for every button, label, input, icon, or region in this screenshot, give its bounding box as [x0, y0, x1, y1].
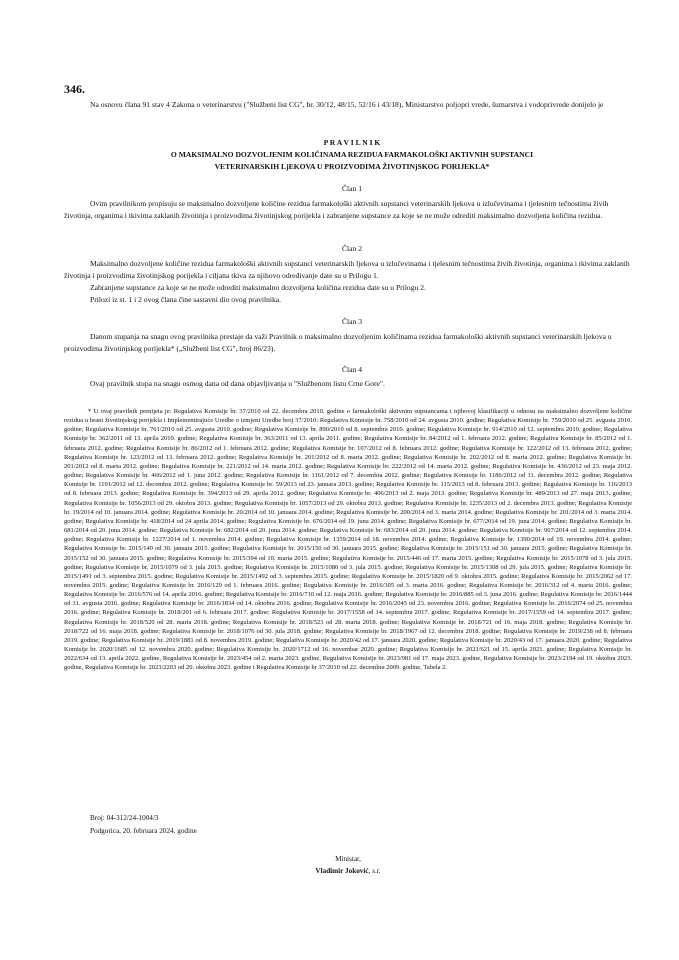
- document-reference-number: Broj: 04-312/24-1004/3: [90, 814, 159, 822]
- document-number: 346.: [64, 82, 85, 96]
- intro-paragraph: Na osnovu člana 91 stav 4 Zakona o veterinarstvu ("Službeni list CG", br. 30/12, 48/15, 52/16 i 43/18), Ministarstvo poljopri vrede, šumarstva i vodoprivrede donijelo je: [90, 100, 604, 109]
- signature-role: Ministar,: [335, 855, 361, 863]
- title-line-1: P R A V I L N I K: [323, 138, 381, 147]
- article-2-heading: Član 2: [341, 244, 363, 253]
- article-2-paragraph-3: Prilozi iz st. 1 i 2 ovog člana čine sastavni dio ovog pravilnika.: [90, 295, 282, 304]
- article-4-heading: Član 4: [341, 365, 363, 374]
- signatory-name: Vladimir Joković: [315, 867, 369, 875]
- article-4-text: Ovaj pravilnik stupa na snagu osmog dana od dana objavljivanja u "Službenom listu Crne Gore".: [90, 379, 385, 388]
- article-2-paragraph-2: Zabranjene supstance za koje se ne može odrediti maksimalno dozvoljena količina rezidua date su u Prilogu 2.: [90, 283, 426, 292]
- article-1-text: Ovim pravilnikom propisuju se maksimalno dozvoljene količine rezidua farmakološki aktivnih supstanci veterinarskih ljekova u izlučevinama i tjelesnim tečnostima živih životinja, organima i tkivima zaklanih životinja i proizvodima životinjskog porijekla i zabranjene supstance za koje se ne može odrediti maksimalno dozvoljena količina rezidua.: [64, 199, 609, 220]
- article-1-heading: Član 1: [341, 184, 363, 193]
- article-3-text: Danom stupanja na snagu ovog pravilnika prestaje da važi Pravilnik o maksimalno dozvoljenim količinama rezidua farmakološki aktivnih supstanci veterinarskih ljekova u proizvodima životinjskog porijekla* („Službeni list CG", broj 86/23).: [64, 332, 612, 353]
- footnote: * U ovaj pravilnik prenijeta je: Regulativa Komisije br. 37/2010 od 22. decembra 2010. godine o farmakološki aktivnim supstancama i njihovoj klasifikaciji u odnosu na maksimalno dozvoljene količine rezidua u hrani životinjskog porijekla i Implementirajuće Uredbe o izmjeni Uredbe broj 37/2010: Regulativa Komisije br. 758/2010 od 24. avgusta 2010. godine; Regulativa Komisije br. 759/2010 od 25. avgusta 2010. godine; Regulativa Komisije br. 761/2010 od 25. avgusta 2010. godine; Regulativa Komisije br. 890/2010 od 8. septembra 2010. godine; Regulativa Komisije br. 914/2010 od 12. septembra 2010. godine; Regulativa Komisije br. 362/2011 od 13. aprila 2010. godine; Regulativa Komisije br. 363/2011 od 13. aprila 2011. godine; Regulativa Komisije br. 84/2012 od 1. februara 2012. godine; Regulativa Komisije br. 85/2012 od 1. februara 2012. godine; Regulativa Komisije br. 86/2012 od 1. februara 2012. godine; Regulativa Komisije br. 107/2012 od 8. februara 2012. godine; Regulativa Komisije br. 122/2012 od 13. februara 2012. godine; Regulativa Komisije br. 123/2012 od 13. februara 2012. godine; Regulativa Komisije br. 201/2012 od 8. marta 2012. godine; Regulativa Komisije br. 202/2012 od 8. marta 2012. godine; Regulativa Komisije br. 201/2012 od 8. marta 2012. godine; Regulativa Komisije br. 221/2012 od 14. marta 2012. godine; Regulativa Komisije br. 222/2012 od 14. marta 2012. godine; Regulativa Komisije br. 436/2012 od 23. maja 2012. godine; Regulativa Komisije br. 466/2012 od 1. juna 2012. godine; Regulativa Komisije br. 1161/2012 od 7. decembra 2012. godine; Regulativa Komisije br. 1186/2012 od 11. decembra 2012. godine; Regulativa Komisije br. 1191/2012 od 12. decembra 2012. godine; Regulativa Komisije br. 59/2013 od 23. januara 2013. godine; Regulativa Komisije br. 115/2013 od 8. februara 2013. godine; Regulativa Komisije br. 116/2013 od 8. februara 2013. godine; Regulativa Komisije br. 394/2013 od 29. aprila 2012. godine; Regulativa Komisije br. 406/2013 od 2. maja 2013. godine; Regulativa Komisije br. 489/2013 od 27. maja 2013. godine; Regulativa Komisije br. 1056/2013 od 29. oktobra 2013. godine; Regulativa Komisije br. 1057/2013 od 29. oktobra 2013. godine; Regulativa Komisije br. 1235/2013 od 2. decembra 2013. godine; Regulativa Komisije br. 19/2014 od 10. januara 2014. godine; Regulativa Komisije br. 20/2014 od 10. januara 2014. godine; Regulativa Komisije br. 200/2014 od 3. marta 2014. godine; Regulativa Komisije br. 201/2014 od 3. marta 2014. godine; Regulativa Komisije br. 418/2014 od 24 aprila 2014. godine; Regulativa Komisije br. 676/2014 od 19. juna 2014. godine; Regulativa Komisije br. 677/2014 od 19. juna 2014. godine; Regulativa Komisije br. 681/2014 od 20. juna 2014. godine; Regulativa Komisije br. 682/2014 od 20. juna 2014. godine; Regulativa Komisije br. 683/2014 od 20. juna 2014. godine; Regulativa Komisije br. 967/2014 od 12. septembra 2014. godine; Regulativa Komisije br. 1227/2014 od 1. novembra 2014. godine; Regulativa Komisije br. 1359/2014 od 18. novembra 2014. godine; Regulativa Komisije br. 1390/2014 od 19. novembra 2014. godine; Regulativa Komisije br. 2015/149 od 30. januara 2015. godine; Regulativa Komisije br. 2015/150 od 30. januara 2015. godine; Regulativa Komisije br. 2015/151 od 30. januara 2015. godine; Regulativa Komisije br. 2015/152 od 30. januara 2015. godine; Regulativa Komisije br. 2015/394 od 10. marta 2015. godine; Regulativa Komisije br. 2015/446 od 17. marta 2015. godine; Regulativa Komisije br. 2015/1078 od 3. jula 2015. godine; Regulativa Komisije br. 2015/1079 od 3. jula 2015. godine; Regulativa Komisije br. 2015/1080 od 3. jula 2015. godine; Regulativa Komisije br. 2015/1308 od 29. jula 2015. godine; Regulativa Komisije br. 2015/1491 od 3. septembra 2015. godine; Regulativa Komisije br. 2015/1492 od 3. septembra 2015. godine; Regulativa Komisije br. 2015/1820 od 9. oktobra 2015. godine; Regulativa Komisije br. 2015/2062 od 17. novembra 2015. godine; Regulativa Komisije br. 2016/129 od 1. februara 2016. godine; Regulativa Komisije br. 2016/305 od 3. marta 2016. godine; Regulativa Komisije br. 2016/312 od 4. marta 2016. godine; Regulativa Komisije br. 2016/576 od 14. aprila 2016. godine; Regulativa Komisije br. 2016/710 od 12. maja 2016. godine; Regulativa Komisije br. 2016/885 od 3. juna 2016. godine; Regulativa Komisije br. 2016/1444 od 31. avgusta 2016. godine; Regulativa Komisije br. 2016/1834 od 14. oktobra 2016. godine; Regulativa Komisije br. 2016/2045 od 23. novembra 2016. godine; Regulativa Komisije br. 2016/2074 od 25. novembra 2016. godine; Regulativa Komisije br. 2018/201 od 6. februara 2017. godine; Regulativa Komisije br. 2017/1558 od 14. septembra 2017. godine; Regulativa Komisije br. 2017/1559 od 14. septembra 2017. godine; Regulativa Komisije br. 2018/520 od 28. marta 2018. godine; Regulativa Komisije br. 2018/523 od 28. marta 2018. godine; Regulativa Komisije br. 2018/721 od 16. maja 2018. godine; Regulativa Komisije br. 2018/722 od 16. maja 2018. godine; Regulativa Komisije br. 2018/1076 od 30. jula 2018. godine; Regulativa Komisije br. 2018/1967 od 12. decembra 2018. godine; Regulativa Komisije br. 2019/238 od 8. februara 2019. godine; Regulativa Komisije br. 2019/1881 od 8. novembra 2019. godine; Regulativa Komisije br. 2020/42 od 17. januara 2020. godine; Regulativa Komisije br. 2020/43 od 17. januara 2020. godine; Regulativa Komisije br. 2020/1685 od 12. novembra 2020. godine; Regulativa Komisije br. 2020/1712 od 16. novembar 2020. godine; Regulativa Komisije br. 2021/621 od 15. aprila 2021. godine; Regulativa Komisije br. 2022/634 od 13. aprila 2022. godine, Regulativa Komisije br. 2023/454 od 2. marta 2023. godine, Regulativa Komisije br. 2023/981 od 17. maja 2023. godine, Regulativa Komisije br. 2023/2194 od 19. oktobra 2023. godine, Regulativa Komisije br. 2023/2203 od 20. oktobra 2023. godine i Regulativa Komisije br 37/2010 od 22. decembra 2009. godine, Tabela 2.: [64, 408, 632, 672]
- signature-suffix: , s.r.: [368, 867, 381, 875]
- title-line-2: O MAKSIMALNO DOZVOLJENIM KOLIČINAMA REZIDUA FARMAKOLOŠKI AKTIVNIH SUPSTANCI: [170, 149, 534, 159]
- article-2-paragraph-1: Maksimalno dozvoljene količine rezidua farmakološki aktivnih supstanci veterinarskih ljekova u izlučevinama i tjelesnim tečnostima živih životinja, organima i tkivima zaklanih životinja i proizvodima životinjskog porijekla i ciljana tkiva za njihovo određivanje date su u Prilogu 1.: [64, 259, 630, 280]
- document-title: [64, 137, 640, 172]
- article-3-heading: Član 3: [341, 317, 363, 326]
- title-line-3: VETERINARSKIH LjEKOVA U PROIZVODIMA ŽIVOTINjSKOG PORIJEKLA*: [214, 161, 490, 171]
- signature: [64, 867, 632, 875]
- place-and-date: Podgorica, 20. februara 2024. godine: [90, 827, 197, 835]
